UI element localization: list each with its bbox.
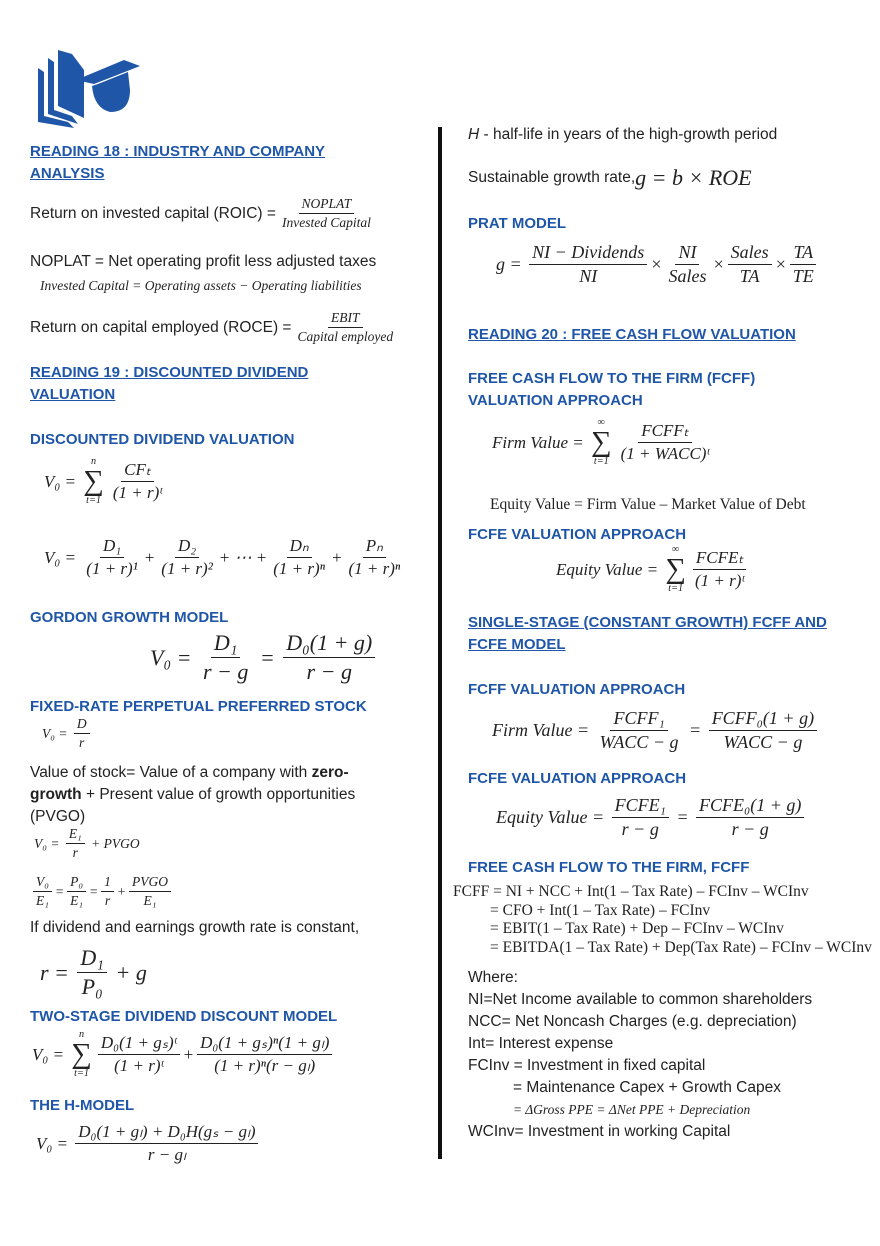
numerator: P₀ (67, 874, 86, 892)
fcff-heading: FREE CASH FLOW TO THE FIRM (FCFF) VALUATION APPROACH (468, 370, 756, 409)
formula-text: V₀ = (44, 471, 81, 491)
denominator: (1 + r)ⁿ (348, 559, 401, 578)
definitions (468, 967, 838, 1143)
int-definition: Int= Interest expense (468, 1035, 614, 1052)
roce-label: Return on capital employed (ROCE) = (30, 318, 292, 336)
fraction (709, 708, 817, 753)
denominator: WACC − g (723, 732, 803, 752)
fraction (529, 242, 647, 287)
fraction (77, 945, 107, 1000)
fraction (279, 196, 374, 231)
formula-text: = (54, 883, 65, 899)
numerator: CFₜ (121, 460, 154, 482)
fcinv-definition-2: = Maintenance Capex + Growth Capex (513, 1079, 781, 1096)
formula-text: V₀ = (42, 725, 71, 741)
value-text-2: + Present value of growth opportunities (PVGO) (30, 786, 356, 825)
numerator: FCFEₜ (693, 548, 747, 570)
fraction (790, 242, 817, 287)
single-stage-heading: SINGLE-STAGE (CONSTANT GROWTH) FCFF AND FCFE MODEL (468, 614, 827, 653)
denominator: r (79, 735, 85, 750)
numerator: Sales (728, 242, 772, 265)
formula-text: + (143, 547, 156, 567)
denominator: E₁ (143, 893, 157, 908)
reading-18-heading: READING 18 : INDUSTRY AND COMPANY ANALYSIS (30, 143, 326, 182)
sigma-symbol: ∑ (71, 1038, 92, 1071)
sum-lower-limit: t=1 (74, 1068, 89, 1080)
sigma-symbol: ∑ (83, 465, 104, 498)
fraction (158, 536, 216, 579)
formula-text: Firm Value = (492, 720, 594, 740)
formula-text: V₀ = (32, 1044, 69, 1064)
fraction (597, 708, 682, 753)
summation (591, 418, 612, 467)
roic-label: Return on invested capital (ROIC) = (30, 204, 276, 222)
fraction (665, 242, 709, 287)
ss-fcff-formula (492, 708, 820, 753)
h-definition (468, 124, 777, 146)
denominator: r − g (306, 659, 352, 684)
required-return-formula (40, 945, 147, 1000)
numerator: PVGO (129, 874, 171, 892)
denominator: (1 + r)ⁿ (273, 559, 326, 578)
denominator: WACC − g (599, 732, 679, 752)
prat-formula (496, 242, 820, 287)
value-text-1: Value of stock= Value of a company with (30, 764, 312, 781)
sum-lower-limit: t=1 (668, 583, 684, 595)
value-text-bold: zero-growth (30, 764, 349, 803)
fraction (283, 630, 375, 685)
numerator: V₀ (33, 874, 52, 892)
formula-text: V₀ = (34, 835, 63, 851)
numerator: 1 (101, 874, 114, 892)
formula-text: Invested Capital = Operating assets − Operating liabilities (40, 278, 362, 293)
formula-text: = (684, 720, 706, 740)
numerator: TA (790, 242, 816, 265)
numerator: NI − Dividends (529, 242, 647, 265)
formula-text: V₀ = (150, 644, 197, 670)
numerator: FCFF₀(1 + g) (709, 708, 817, 731)
roic-row (30, 196, 377, 231)
fraction (83, 536, 141, 579)
sum-upper-limit: ∞ (597, 417, 605, 428)
numerator: D₁ (211, 630, 241, 658)
denominator: P₀ (81, 974, 103, 999)
denominator: (1 + r)ⁿ(r − gₗ) (214, 1056, 316, 1076)
fraction (197, 1033, 332, 1076)
fraction (110, 460, 165, 503)
formula-text: = (671, 807, 694, 827)
fcff-definition-heading: FREE CASH FLOW TO THE FIRM, FCFF (468, 859, 750, 876)
invested-capital-formula (40, 278, 362, 294)
two-stage-formula (32, 1030, 335, 1079)
denominator: (1 + r)ᵗ (112, 483, 163, 503)
formula-text: + PVGO (87, 835, 140, 851)
fraction (294, 310, 396, 345)
formula-text: + (116, 883, 127, 899)
ss-fcfe-formula (496, 795, 807, 840)
denominator: TA (739, 266, 760, 286)
fcinv-definition: FCInv = Investment in fixed capital (468, 1057, 706, 1074)
formula-text: + (182, 1044, 195, 1064)
summation (83, 457, 104, 506)
fraction (728, 242, 772, 287)
fraction (75, 1122, 258, 1165)
h-variable: H (468, 126, 480, 143)
fraction (696, 795, 804, 840)
fraction (74, 716, 90, 751)
numerator: Pₙ (363, 536, 386, 558)
denominator: Sales (668, 266, 707, 286)
denominator: NI (579, 266, 598, 286)
numerator: D₁ (77, 945, 107, 973)
ncc-definition: NCC= Net Noncash Charges (e.g. depreciation) (468, 1013, 797, 1030)
ss-fcfe-heading: FCFE VALUATION APPROACH (468, 770, 687, 787)
ddv-formula-2 (44, 536, 406, 579)
fraction (129, 874, 171, 909)
fraction (101, 874, 114, 909)
numerator: D (74, 716, 90, 734)
fcff-formula (492, 418, 715, 467)
numerator: FCFE₀(1 + g) (696, 795, 804, 818)
fcff-equations (453, 883, 872, 957)
noplat-definition: NOPLAT = Net operating profit less adjusted taxes (30, 253, 377, 270)
formula-text: × (650, 254, 663, 274)
formula-text: g = b × ROE (635, 165, 752, 190)
preferred-stock-heading: FIXED-RATE PERPETUAL PREFERRED STOCK (30, 698, 367, 715)
gordon-heading: GORDON GROWTH MODEL (30, 609, 229, 626)
denominator: Capital employed (297, 329, 394, 344)
denominator: E₁ (36, 893, 49, 908)
constant-growth-text: If dividend and earnings growth rate is constant, (30, 919, 360, 936)
denominator: TE (792, 266, 814, 286)
fraction (67, 874, 86, 909)
formula-text: × (774, 254, 787, 274)
reading-19-heading: READING 19 : DISCOUNTED DIVIDEND VALUATION (30, 364, 309, 403)
sigma-symbol: ∑ (665, 553, 686, 586)
numerator: D₀(1 + gₗ) + D₀H(gₛ − gₗ) (75, 1122, 258, 1144)
formula-text: + (331, 547, 343, 567)
formula-text: + g (109, 959, 147, 985)
denominator: (1 + r)ᵗ (694, 571, 745, 591)
formula-text: = (254, 644, 281, 670)
roic-formula (276, 196, 377, 231)
fraction (692, 548, 747, 591)
ddv-formula-1 (44, 457, 168, 506)
ddv-heading: DISCOUNTED DIVIDEND VALUATION (30, 431, 295, 448)
gordon-formula (150, 630, 378, 685)
formula-text: = (89, 883, 99, 899)
formula-text: Firm Value = (492, 432, 588, 452)
fraction (200, 630, 251, 685)
roce-formula (291, 310, 399, 345)
formula-text: + ⋯ + (218, 547, 268, 567)
fcfe-heading: FCFE VALUATION APPROACH (468, 526, 687, 543)
denominator: r − gₗ (147, 1145, 186, 1164)
fcff-line-2: = CFO + Int(1 – Tax Rate) – FCInv (490, 901, 711, 919)
prat-heading: PRAT MODEL (468, 215, 567, 232)
fraction (270, 536, 328, 579)
numerator: E₁ (66, 826, 85, 844)
sgr-label: Sustainable growth rate, (468, 169, 636, 186)
formula-text: r = (40, 959, 75, 985)
roce-row (30, 310, 399, 345)
denominator: E₁ (70, 893, 84, 908)
logo (34, 48, 140, 128)
denominator: (1 + WACC)ᵗ (620, 444, 710, 464)
fraction (33, 874, 52, 909)
formula-text: = ΔGross PPE = ΔNet PPE + Depreciation (513, 1102, 751, 1117)
denominator: Invested Capital (281, 215, 371, 230)
numerator: D₂ (175, 536, 199, 558)
sgr-row (468, 165, 752, 191)
numerator: D₀(1 + g) (283, 630, 375, 658)
fcinv-definition-3 (468, 1099, 838, 1121)
denominator: r − g (202, 659, 249, 684)
pvgo-formula-1 (34, 826, 140, 861)
numerator: EBIT (328, 310, 363, 328)
denominator: r − g (731, 819, 769, 839)
numerator: FCFE₁ (612, 795, 669, 818)
fraction (346, 536, 404, 579)
sgr-formula (635, 165, 751, 191)
two-stage-heading: TWO-STAGE DIVIDEND DISCOUNT MODEL (30, 1008, 338, 1025)
fcfe-formula (556, 545, 750, 594)
numerator: FCFF₁ (610, 708, 667, 731)
denominator: r − g (621, 819, 659, 839)
ss-fcff-heading: FCFF VALUATION APPROACH (468, 681, 686, 698)
summation (665, 545, 686, 594)
formula-text: Equity Value = (496, 807, 609, 827)
wcinv-definition: WCInv= Investment in working Capital (468, 1123, 731, 1140)
formula-text: × (712, 254, 725, 274)
pvgo-formula-2 (30, 874, 174, 909)
h-model-heading: THE H-MODEL (30, 1097, 135, 1114)
formula-text: V₀ = (44, 547, 81, 567)
h-model-formula (36, 1122, 261, 1165)
numerator: NI (675, 242, 699, 265)
numerator: D₀(1 + gₛ)ᵗ (98, 1033, 180, 1055)
ni-definition: NI=Net Income available to common shareholders (468, 991, 813, 1008)
formula-text: V₀ = (36, 1133, 73, 1153)
fcff-line-4: = EBITDA(1 – Tax Rate) + Dep(Tax Rate) – FCInv – WCInv (490, 938, 872, 956)
denominator: r (72, 845, 78, 860)
column-divider (438, 127, 442, 1159)
sum-upper-limit: n (79, 1029, 85, 1040)
numerator: D₀(1 + gₛ)ⁿ(1 + gₗ) (197, 1033, 332, 1055)
formula-text: Equity Value = (556, 559, 663, 579)
numerator: Dₙ (287, 536, 312, 558)
sum-lower-limit: t=1 (86, 495, 101, 507)
fraction (66, 826, 85, 861)
numerator: D₁ (100, 536, 124, 558)
fcff-line-1: FCFF = NI + NCC + Int(1 – Tax Rate) – FCInv – WCInv (453, 883, 809, 900)
h-definition-text: - half-life in years of the high-growth period (479, 126, 778, 143)
summation (71, 1030, 92, 1079)
fraction (98, 1033, 180, 1076)
equity-value-definition: Equity Value = Firm Value – Market Value of Debt (490, 496, 806, 513)
reading-20-heading: READING 20 : FREE CASH FLOW VALUATION (468, 326, 796, 343)
denominator: (1 + r)ᵗ (114, 1056, 164, 1076)
sum-upper-limit: ∞ (672, 544, 680, 555)
fcff-line-3: = EBIT(1 – Tax Rate) + Dep – FCInv – WCInv (490, 920, 784, 937)
denominator: (1 + r)² (161, 559, 213, 578)
denominator: (1 + r)¹ (86, 559, 138, 578)
sum-upper-limit: n (91, 456, 97, 467)
sigma-symbol: ∑ (591, 426, 612, 459)
denominator: r (104, 893, 111, 908)
sum-lower-limit: t=1 (593, 456, 609, 468)
numerator: NOPLAT (299, 196, 355, 214)
numerator: FCFFₜ (638, 421, 692, 443)
value-of-stock-text (30, 762, 400, 828)
where-label: Where: (468, 969, 518, 986)
fraction (618, 421, 713, 464)
fraction (612, 795, 669, 840)
formula-text: g = (496, 254, 527, 274)
preferred-formula (42, 716, 93, 751)
